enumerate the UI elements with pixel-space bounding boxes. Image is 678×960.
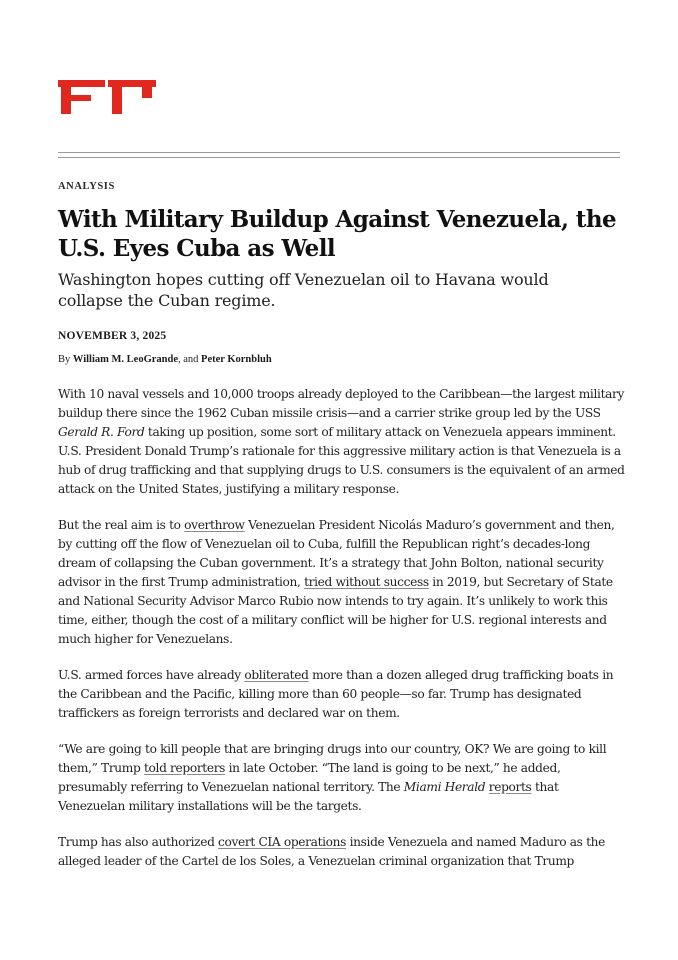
paragraph-text: in 2019, but Secretary of State and National Security Advisor Marco Rubio now intends to try again. It’s unlikely to work this time, either, though the cost of a military conflict will be higher for U.S. regional interests and much higher for Venezuelans.: [58, 575, 613, 646]
header-divider: [58, 152, 620, 153]
byline-prefix: By: [58, 354, 71, 365]
tried-without-success-link[interactable]: tried without success: [304, 575, 429, 589]
paragraph-text: Trump has also authorized: [58, 835, 219, 849]
paragraph-text: taking up position, some sort of military attack on Venezuela appears imminent. U.S. President Donald Trump’s rationale for this aggressive military action is that Venezuela is a hub of drug trafficking and that supplying drugs to U.S. consumers is the equivalent of an armed attack on the United States, justifying a military response.: [58, 425, 625, 496]
paragraph-1: [58, 385, 626, 499]
byline-separator: , and: [177, 354, 199, 365]
overthrow-link[interactable]: overthrow: [184, 518, 245, 532]
paragraph-2: [58, 516, 626, 649]
covert-cia-operations-link[interactable]: covert CIA operations: [218, 835, 347, 849]
ship-name: Gerald R. Ford: [58, 425, 145, 439]
paragraph-text: U.S. armed forces have already: [58, 668, 245, 682]
paragraph-text: Venezuelan President Nicolás Maduro’s government and then, by cutting off the flow of Venezuelan oil to Cuba, fulfill the Republican right’s decades-long dream of collapsing the Cuban government. It’s a strategy that John Bolton, national security advisor in the first Trump administration,: [58, 518, 615, 589]
obliterated-link[interactable]: obliterated: [244, 668, 309, 682]
publish-date: NOVEMBER 3, 2025: [58, 330, 167, 342]
paragraph-text: But the real aim is to: [58, 518, 185, 532]
fp-logo-icon[interactable]: [58, 80, 156, 114]
author-link[interactable]: William M. LeoGrande: [72, 354, 178, 365]
paragraph-text: in late October. “The land is going to be next,” he added, presumably referring to Venezuelan national territory. The: [58, 761, 561, 794]
article-subtitle: Washington hopes cutting off Venezuelan oil to Havana would collapse the Cuban regime.: [58, 270, 549, 310]
paragraph-3: [58, 666, 626, 723]
article-kicker[interactable]: ANALYSIS: [58, 181, 115, 192]
paragraph-4: [58, 740, 626, 816]
author-link[interactable]: Peter Kornbluh: [201, 354, 272, 365]
reports-link[interactable]: reports: [488, 780, 532, 794]
article-title: With Military Buildup Against Venezuela, the U.S. Eyes Cuba as Well: [58, 206, 616, 262]
paragraph-text: “We are going to kill people that are bringing drugs into our country, OK? We are going to kill them,” Trump: [58, 742, 607, 775]
paragraph-text: With 10 naval vessels and 10,000 troops already deployed to the Caribbean—the largest military buildup there since the 1962 Cuban missile crisis—and a carrier strike group led by the USS: [58, 387, 625, 420]
told-reporters-link[interactable]: told reporters: [143, 761, 226, 775]
byline: [58, 354, 272, 365]
paragraph-text: more than a dozen alleged drug trafficking boats in the Caribbean and the Pacific, killing more than 60 people—so far. Trump has designated traffickers as foreign terrorists and declared war on them.: [58, 668, 614, 720]
article-body: [58, 385, 626, 888]
paragraph-5: [58, 833, 626, 871]
paragraph-text: inside Venezuela and named Maduro as the alleged leader of the Cartel de los Soles, a Venezuelan criminal organization that Trump: [58, 835, 605, 868]
newspaper-name: Miami Herald: [403, 780, 486, 794]
header-divider: [58, 157, 620, 158]
paragraph-text: that Venezuelan military installations will be the targets.: [58, 780, 559, 813]
